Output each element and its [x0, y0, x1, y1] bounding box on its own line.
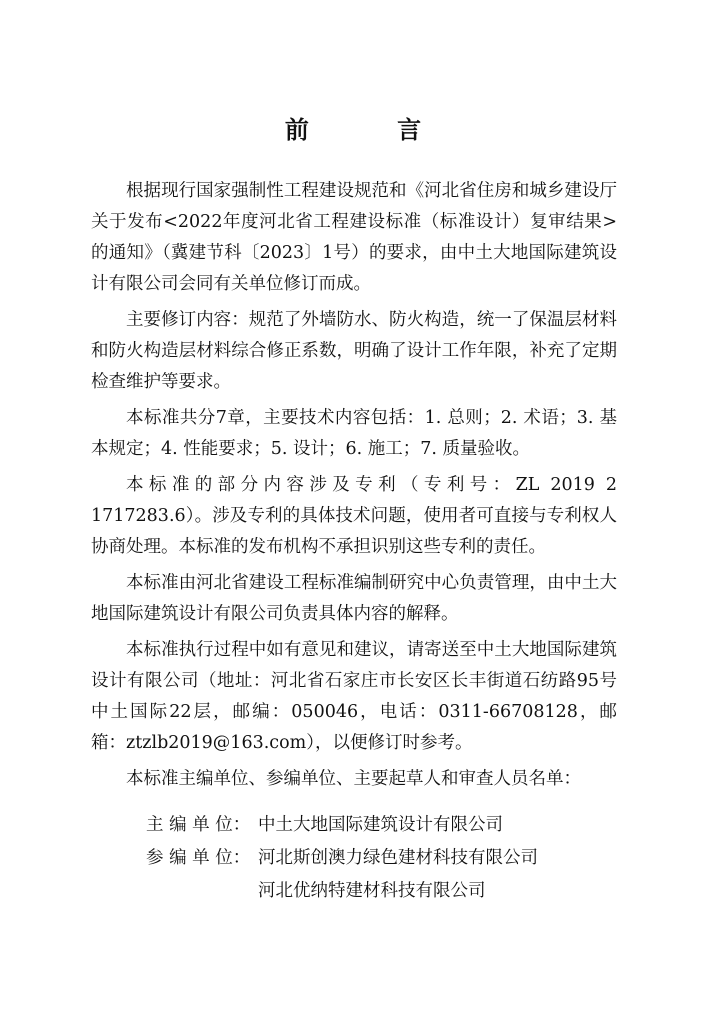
participating-unit-name: 河北优纳特建材科技有限公司	[258, 881, 486, 901]
preface-title: 前 言	[284, 115, 462, 144]
participating-unit-label: 参 编 单 位：	[146, 848, 251, 868]
paragraph-roster-intro: 本标准主编单位、参编单位、主要起草人和审查人员名单：	[126, 769, 581, 789]
paragraph-patent: 本标准的部分内容涉及专利（专利号：ZL 2019 2 1717283.6）。涉及专利的具体技术问题，使用者可直接与专利权人协商处理。本标准的发布机构不承担识别这些专利的责任。	[91, 475, 617, 557]
chief-unit-label: 主 编 单 位：	[146, 815, 251, 835]
paragraph-revisions: 主要修订内容：规范了外墙防水、防火构造，统一了保温层材料和防火构造层材料综合修正系数，明确了设计工作年限，补充了定期检查维护等要求。	[91, 310, 617, 392]
participating-unit-name: 河北斯创澳力绿色建材科技有限公司	[258, 848, 538, 868]
preface-body	[91, 176, 617, 800]
paragraph-feedback: 本标准执行过程中如有意见和建议，请寄送至中土大地国际建筑设计有限公司（地址：河北省石家庄市长安区长丰街道石纺路95号中土国际22层，邮编：050046，电话：0311-66708128，邮箱：ztzlb2019@163.com），以便修订时参考。	[91, 640, 617, 753]
paragraph-management: 本标准由河北省建设工程标准编制研究中心负责管理，由中土大地国际建筑设计有限公司负责具体内容的解释。	[91, 573, 617, 624]
paragraph-chapters: 本标准共分7章，主要技术内容包括：1. 总则；2. 术语；3. 基本规定；4. 性能要求；5. 设计；6. 施工；7. 质量验收。	[91, 408, 617, 459]
chief-unit-name: 中土大地国际建筑设计有限公司	[258, 815, 503, 835]
paragraph-basis: 根据现行国家强制性工程建设规范和《河北省住房和城乡建设厅关于发布<2022年度河北省工程建设标准（标准设计）复审结果>的通知》（冀建节科〔2023〕1号）的要求，由中土大地国际建筑设计有限公司会同有关单位修订而成。	[91, 181, 617, 294]
